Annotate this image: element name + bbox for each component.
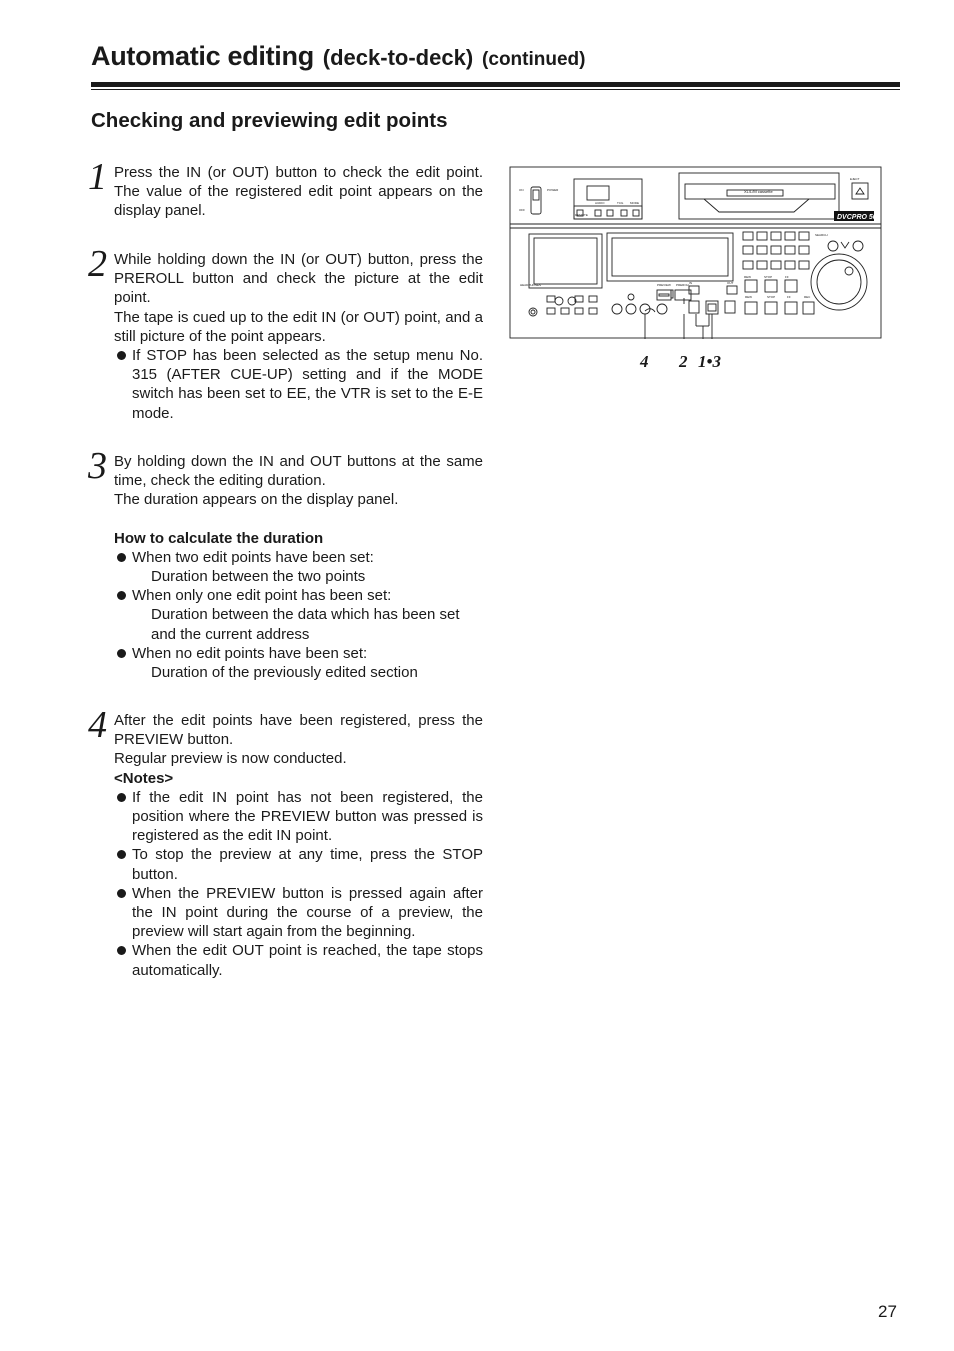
cassette-label: XL/L/M cassette [744,189,773,194]
svg-text:FF: FF [785,275,789,279]
brand-logo: DVCPRO 50 [837,214,877,221]
svg-text:STOP: STOP [764,275,773,279]
bullet-icon [117,946,126,955]
svg-text:REW: REW [744,275,751,279]
svg-text:REW: REW [745,295,752,299]
svg-text:POWER: POWER [547,188,559,192]
step-number: 3 [88,445,107,487]
step-text: The duration appears on the display panel. [114,491,399,509]
svg-text:HEADPHONES: HEADPHONES [520,283,542,287]
svg-text:EJECT: EJECT [850,177,860,181]
page-title-continued: (continued) [482,49,586,70]
step-number: 2 [88,243,107,285]
step-2 [88,243,483,423]
svg-text:TCG: TCG [617,201,624,205]
list-item: When only one edit point has been set: Duration between the data which has been set and the current address [114,586,483,644]
bullet-icon [117,793,126,802]
svg-text:AUDIO: AUDIO [595,201,605,205]
bullet-icon [117,850,126,859]
step-number: 1 [88,156,107,198]
step-3 [88,445,483,682]
svg-text:ON: ON [519,188,524,192]
svg-text:PREVIEW: PREVIEW [657,283,671,287]
svg-text:FF: FF [787,295,791,299]
figure-callouts [509,340,882,380]
page-title [91,36,585,73]
step-text: The tape is cued up to the edit IN (or OUT) point, and a still picture of the point appears. [114,308,483,345]
svg-text:STOP: STOP [767,295,776,299]
bullet-icon [117,889,126,898]
list-item: If STOP has been selected as the setup menu No. 315 (AFTER CUE-UP) setting and if the MODE switch has been set to EE, the VTR is set to the E-E mode. [114,346,483,423]
svg-text:REMOTE: REMOTE [575,213,588,217]
section-title: Checking and previewing edit points [91,109,448,132]
svg-text:SEARCH: SEARCH [815,233,828,237]
list-item: If the edit IN point has not been registered, the position where the PREVIEW button was pressed is registered as the edit IN point. [114,788,483,846]
title-rule-thick [91,82,900,87]
step-text: After the edit points have been registered, press the PREVIEW button. [114,712,483,749]
step-4 [88,704,483,980]
svg-text:IN: IN [689,281,692,285]
bullet-icon [117,351,126,360]
title-rule-thin [91,89,900,90]
bullet-icon [117,591,126,600]
list-item: To stop the preview at any time, press the STOP button. [114,845,483,883]
list-item: When the edit OUT point is reached, the tape stops automatically. [114,941,483,979]
svg-text:REC: REC [804,295,811,299]
bullet-icon [117,553,126,562]
svg-text:OUT: OUT [727,281,734,285]
page-number: 27 [878,1302,897,1321]
notes-title: <Notes> [114,769,174,787]
vtr-front-panel-illustration [509,166,882,339]
list-item: When no edit points have been set: Duration of the previously edited section [114,644,483,682]
step-1 [88,156,483,221]
bullet-icon [117,649,126,658]
page-title-main: Automatic editing [91,41,314,71]
step-text: Regular preview is now conducted. [114,750,347,768]
svg-text:MODE: MODE [630,201,639,205]
list-item: When two edit points have been set: Duration between the two points [114,548,483,586]
callout-label: 1•3 [698,352,721,371]
list-item: When the PREVIEW button is pressed again after the IN point during the course of a preview, the preview will start again from the beginning. [114,884,483,942]
step-text: While holding down the IN (or OUT) button, press the PREROLL button and check the picture at the edit point. [114,251,483,307]
step-text: Press the IN (or OUT) button to check the edit point. The value of the registered edit point appears on the display panel. [114,164,483,220]
callout-label: 2 [679,352,688,371]
subsection-title: How to calculate the duration [114,529,324,547]
svg-text:PREROLL: PREROLL [676,283,691,287]
step-text: By holding down the IN and OUT buttons at the same time, check the editing duration. [114,453,483,490]
step-number: 4 [88,704,107,746]
svg-text:OFF: OFF [519,208,525,212]
page-title-sub: (deck-to-deck) [322,45,474,70]
callout-label: 4 [640,352,649,371]
